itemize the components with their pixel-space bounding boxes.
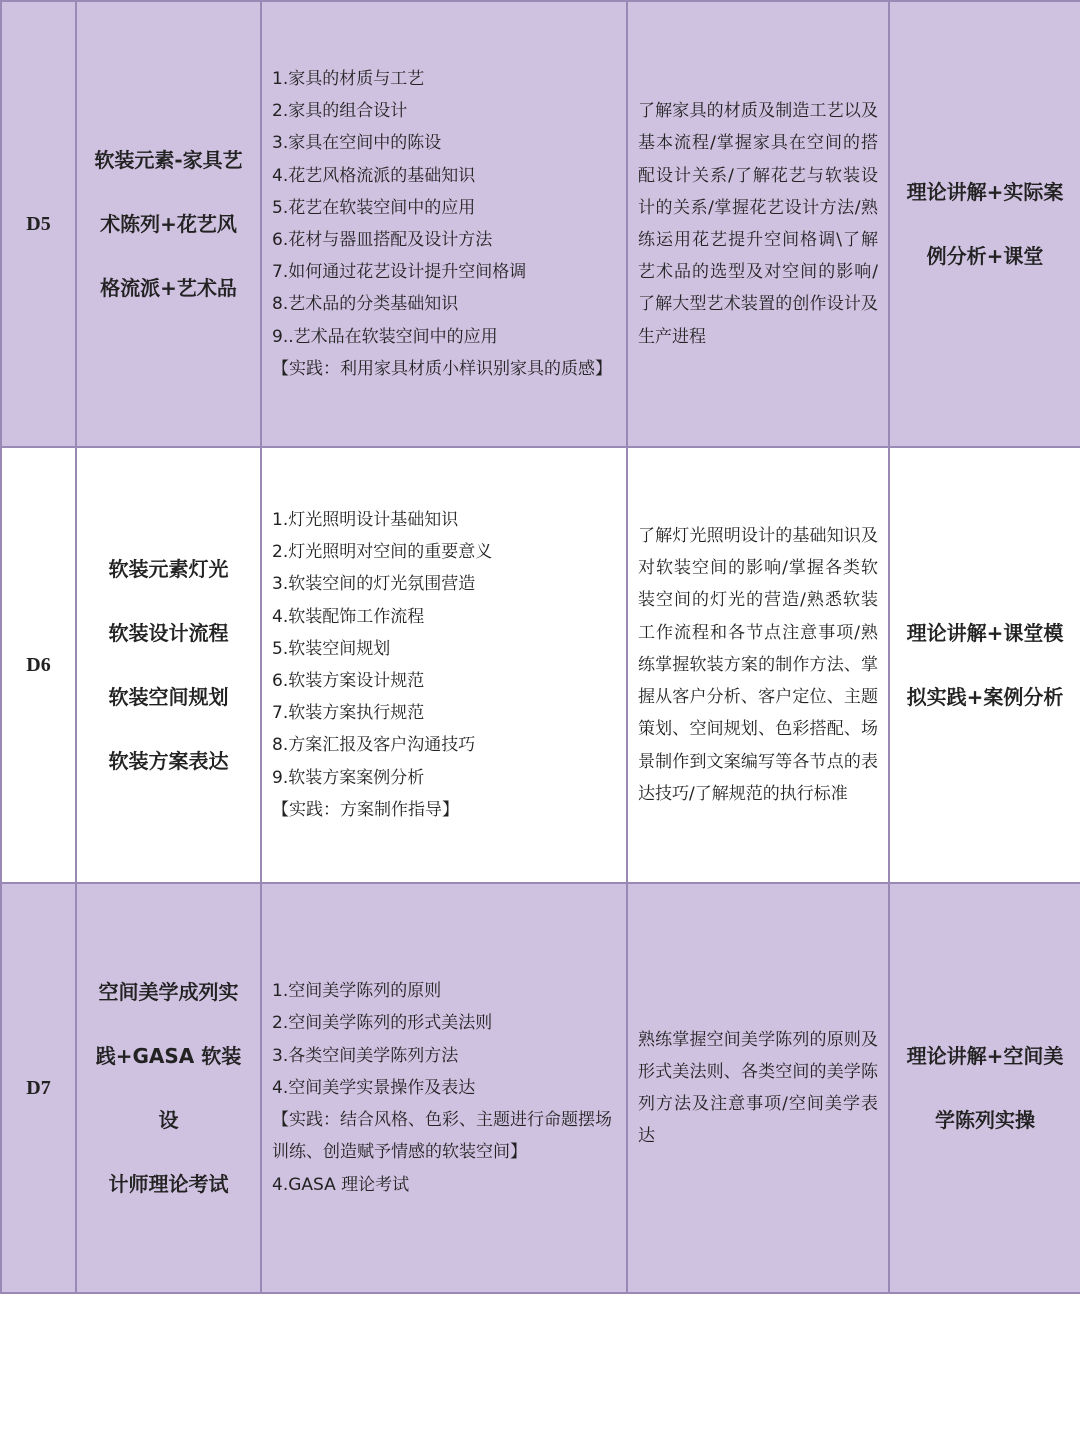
goal-text: 了解家具的材质及制造工艺以及基本流程/掌握家具在空间的搭配设计关系/了解花艺与软装设计的关系/掌握花艺设计方法/熟练运用花艺提升空间格调\了解艺术品的选型及对空间的影响/了解大型艺术装置的创作设计及生产进程 (638, 101, 878, 347)
practice-note: 【实践：结合风格、色彩、主题进行命题摆场训练、创造赋予情感的软装空间】 (272, 1110, 612, 1163)
goal-cell (627, 1, 889, 447)
topic-line: 术陈列+花艺风 (100, 212, 237, 236)
content-item: 4.GASA 理论考试 (272, 1174, 410, 1195)
goal-text: 熟练掌握空间美学陈列的原则及形式美法则、各类空间的美学陈列方法及注意事项/空间美学表达 (638, 1029, 878, 1147)
content-item: 7.软装方案执行规范 (272, 703, 425, 724)
topic-line: 软装元素-家具艺 (94, 148, 243, 172)
method-cell (889, 883, 1080, 1293)
method-cell (889, 447, 1080, 883)
method-line: 理论讲解+实际案 (906, 180, 1064, 204)
topic-cell (76, 447, 261, 883)
topic-line: 软装方案表达 (108, 749, 229, 773)
day-cell: D6 (1, 447, 76, 883)
method-line: 理论讲解+课堂模 (906, 621, 1064, 645)
method-cell (889, 1, 1080, 447)
content-item: 1.灯光照明设计基础知识 (272, 509, 459, 530)
topic-line: 践+GASA 软装设 (95, 1044, 242, 1132)
table-row-d5 (1, 1, 1080, 447)
method-line: 理论讲解+空间美 (906, 1044, 1064, 1068)
content-item: 7.如何通过花艺设计提升空间格调 (272, 262, 527, 283)
content-item: 4.花艺风格流派的基础知识 (272, 165, 476, 186)
topic-line: 软装空间规划 (108, 685, 229, 709)
goal-cell (627, 447, 889, 883)
method-line: 学陈列实操 (935, 1108, 1035, 1132)
topic-line: 软装设计流程 (108, 621, 229, 645)
topic-line: 格流派+艺术品 (100, 276, 237, 300)
day-cell: D5 (1, 1, 76, 447)
practice-note: 【实践：方案制作指导】 (272, 799, 459, 820)
topic-line: 空间美学成列实 (98, 980, 239, 1004)
content-cell (261, 883, 627, 1293)
goal-text: 了解灯光照明设计的基础知识及对软装空间的影响/掌握各类软装空间的灯光的营造/熟悉软装工作流程和各节点注意事项/熟练掌握软装方案的制作方法、掌握从客户分析、客户定位、主题策划、空间规划、色彩搭配、场景制作到文案编写等各节点的表达技巧/了解规范的执行标准 (638, 526, 878, 804)
topic-cell (76, 883, 261, 1293)
content-item: 1.空间美学陈列的原则 (272, 981, 442, 1002)
day-cell: D7 (1, 883, 76, 1293)
content-item: 8.艺术品的分类基础知识 (272, 294, 459, 315)
content-item: 8.方案汇报及客户沟通技巧 (272, 735, 476, 756)
content-item: 4.软装配饰工作流程 (272, 606, 425, 627)
content-item: 5.软装空间规划 (272, 638, 391, 659)
content-item: 3.各类空间美学陈列方法 (272, 1045, 459, 1066)
method-line: 拟实践+案例分析 (906, 685, 1064, 709)
content-item: 2.灯光照明对空间的重要意义 (272, 542, 493, 563)
content-item: 9.软装方案案例分析 (272, 767, 425, 788)
content-cell (261, 447, 627, 883)
content-item: 2.空间美学陈列的形式美法则 (272, 1013, 493, 1034)
content-item: 3.家具在空间中的陈设 (272, 133, 442, 154)
goal-cell (627, 883, 889, 1293)
content-item: 2.家具的组合设计 (272, 101, 408, 122)
table-row-d6 (1, 447, 1080, 883)
topic-line: 计师理论考试 (108, 1172, 229, 1196)
content-cell (261, 1, 627, 447)
content-item: 6.软装方案设计规范 (272, 671, 425, 691)
method-line: 例分析+课堂 (926, 244, 1044, 268)
topic-cell (76, 1, 261, 447)
content-item: 6.花材与器皿搭配及设计方法 (272, 230, 493, 250)
topic-line: 软装元素灯光 (108, 557, 229, 581)
table-row-d7 (1, 883, 1080, 1293)
content-item: 3.软装空间的灯光氛围营造 (272, 574, 476, 595)
practice-note: 【实践：利用家具材质小样识别家具的质感】 (272, 358, 612, 379)
content-item: 4.空间美学实景操作及表达 (272, 1077, 476, 1098)
content-item: 9..艺术品在软装空间中的应用 (272, 326, 498, 347)
content-item: 1.家具的材质与工艺 (272, 68, 425, 89)
content-item: 5.花艺在软装空间中的应用 (272, 197, 476, 218)
